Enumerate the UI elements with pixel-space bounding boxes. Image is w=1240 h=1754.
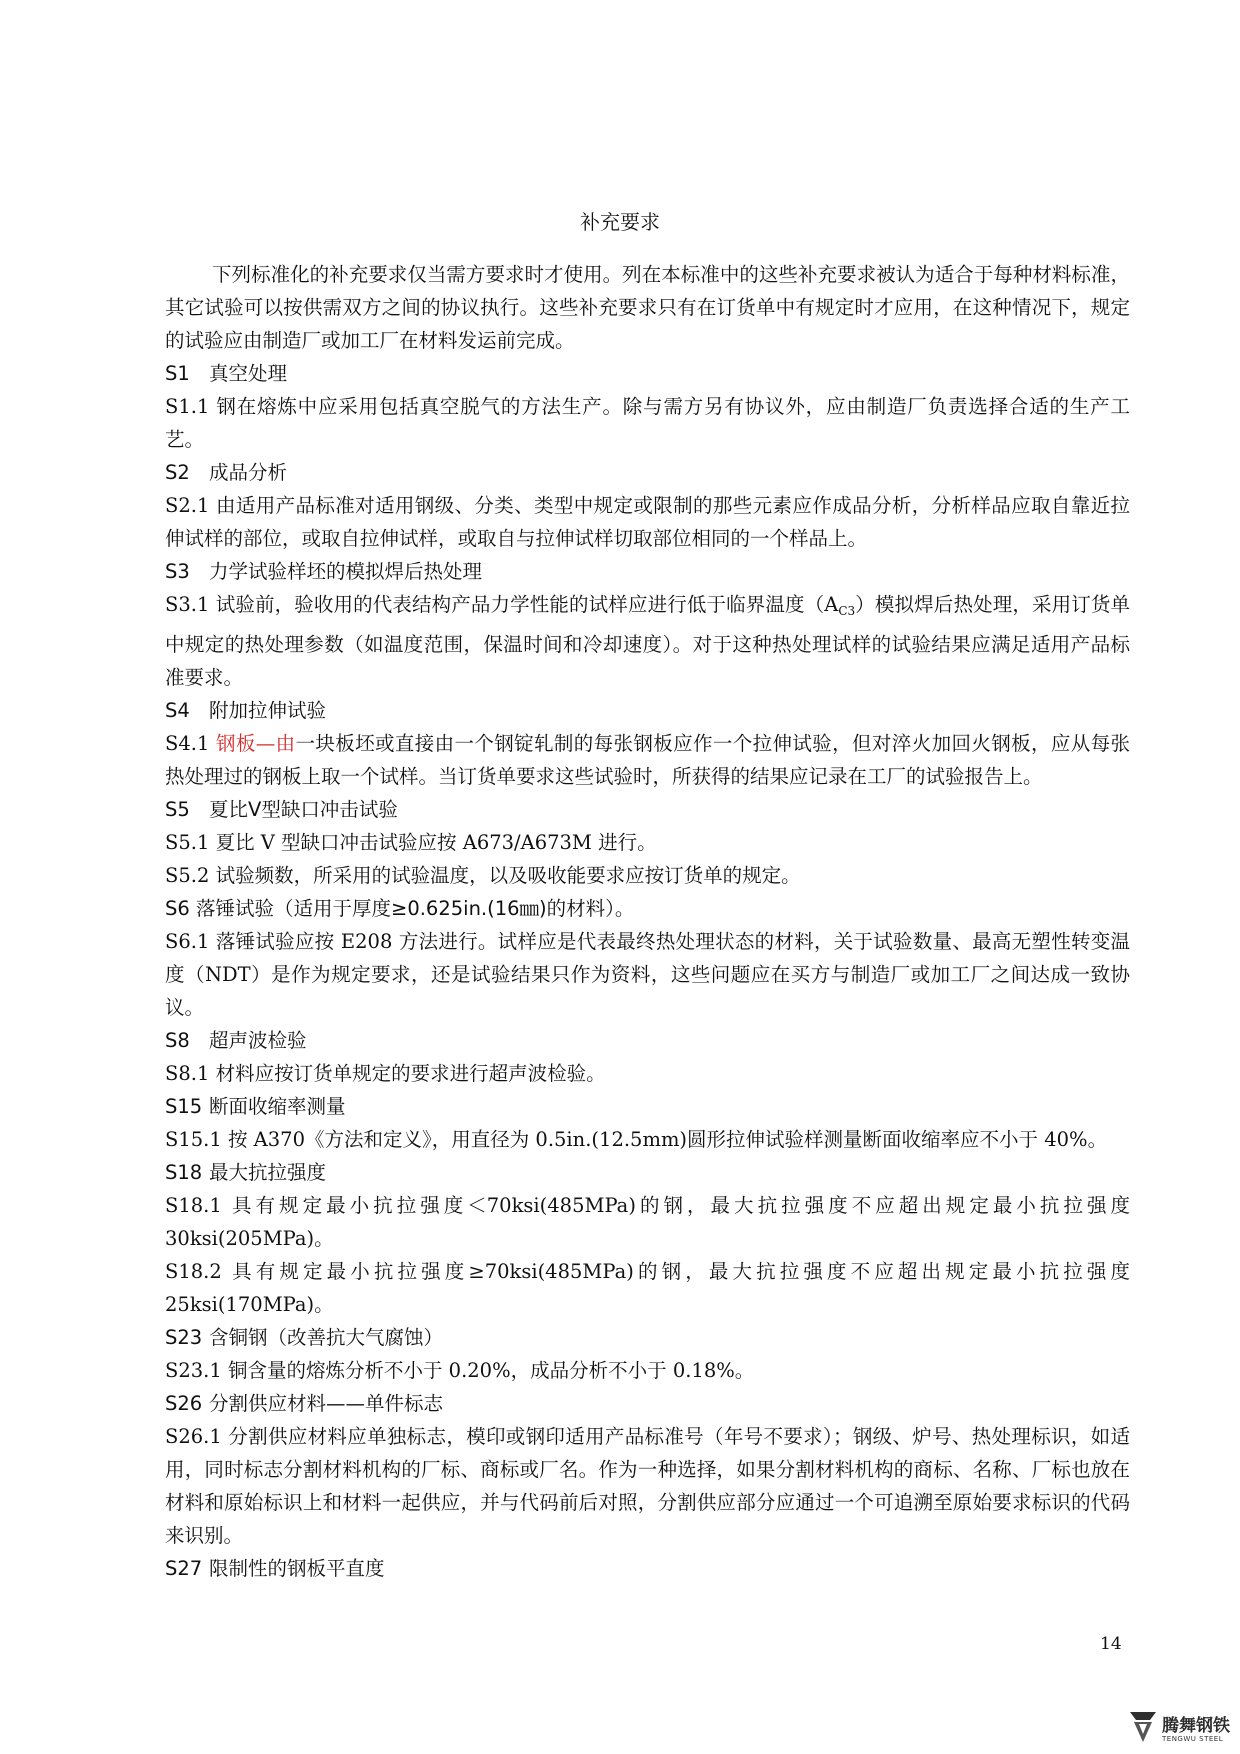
paragraph-s3-1 [165,588,1130,694]
section-number: S15 [165,1095,203,1118]
section-number: S27 [165,1557,203,1580]
page-number: 14 [1100,1634,1122,1654]
section-title: 最大抗拉强度 [209,1161,327,1184]
paragraph-text: 一块板坯或直接由一个钢锭轧制的每张钢板应作一个拉伸试验，但对淬火加回火钢板，应从每张热处理过的钢板上取一个试样。当订货单要求这些试验时，所获得的结果应记录在工厂的试验报告上。 [165,732,1130,788]
paragraph-s18-2: S18.2 具有规定最小抗拉强度≥70ksi(485MPa)的钢，最大抗拉强度不应超出规定最小抗拉强度 25ksi(170MPa)。 [165,1260,1130,1316]
section-heading-s1 [165,357,1130,390]
paragraph-s4-1 [165,727,1130,793]
section-title: 附加拉伸试验 [209,699,327,722]
paragraph-s1-1: S1.1 钢在熔炼中应采用包括真空脱气的方法生产。除与需方另有协议外，应由制造厂负责选择合适的生产工艺。 [165,395,1130,451]
section-number: S5 [165,798,190,821]
section-title: 断面收缩率测量 [209,1095,346,1118]
section-number: S18 [165,1161,203,1184]
company-logo [1128,1704,1238,1750]
logo-mark-icon [1128,1708,1158,1744]
paragraph-text: S3.1 试验前，验收用的代表结构产品力学性能的试样应进行低于临界温度（A [165,593,839,616]
section-heading-s23 [165,1321,1130,1354]
paragraph-s5-1: S5.1 夏比 V 型缺口冲击试验应按 A673/A673M 进行。 [165,831,657,854]
paragraph-s2-1: S2.1 由适用产品标准对适用钢级、分类、类型中规定或限制的那些元素应作成品分析，分析样品应取自靠近拉伸试样的部位，或取自拉伸试样，或取自与拉伸试样切取部位相同的一个样品上。 [165,494,1130,550]
section-title: 成品分析 [209,461,288,484]
section-number: S23 [165,1326,203,1349]
section-title: 分割供应材料——单件标志 [209,1392,444,1415]
logo-english-name: TENGWU STEEL [1162,1735,1224,1743]
logo-chinese-name: 腾舞钢铁 [1162,1716,1230,1736]
highlighted-text: 钢板—由 [215,732,296,755]
section-number: S3 [165,560,190,583]
paragraph-s15-1: S15.1 按 A370《方法和定义》，用直径为 0.5in.(12.5mm)圆形拉伸试验样测量断面收缩率应不小于 40%。 [165,1128,1108,1151]
section-heading-s26 [165,1387,1130,1420]
subscript: C3 [838,604,856,618]
section-title: 超声波检验 [209,1029,307,1052]
section-heading-s2 [165,456,1130,489]
paragraph-text: ）模拟焊后热处理，采用订货单中规定的热处理参数（如温度范围，保温时间和冷却速度）。对于这种热处理试样的试验结果应满足适用产品标准要求。 [165,593,1130,689]
section-number: S2 [165,461,190,484]
section-heading-s5 [165,793,1130,826]
section-heading-s27 [165,1552,1130,1585]
section-number: S8 [165,1029,190,1052]
section-number: S1 [165,362,190,385]
page-title: 补充要求 [580,210,660,234]
section-number: S4 [165,699,190,722]
section-title: 力学试验样坯的模拟焊后热处理 [209,560,483,583]
paragraph-number: S4.1 [165,732,216,755]
paragraph-s18-1: S18.1 具有规定最小抗拉强度＜70ksi(485MPa)的钢，最大抗拉强度不应超出规定最小抗拉强度 30ksi(205MPa)。 [165,1194,1130,1250]
paragraph-s26-1: S26.1 分割供应材料应单独标志，模印或钢印适用产品标准号（年号不要求）；钢级、炉号、热处理标识，如适用，同时标志分割材料机构的厂标、商标或厂名。作为一种选择，如果分割材料机构的商标、名称、厂标也放在材料和原始标识上和材料一起供应，并与代码前后对照，分割供应部分应通过一个可追溯至原始要求标识的代码来识别。 [165,1425,1130,1547]
paragraph-s6-1: S6.1 落锤试验应按 E208 方法进行。试样应是代表最终热处理状态的材料，关于试验数量、最高无塑性转变温度（NDT）是作为规定要求，还是试验结果只作为资料，这些问题应在买方与制造厂或加工厂之间达成一致协议。 [165,930,1130,1019]
paragraph-s23-1: S23.1 铜含量的熔炼分析不小于 0.20%，成品分析不小于 0.18%。 [165,1359,755,1382]
section-heading-s4 [165,694,1130,727]
section-heading-s18 [165,1156,1130,1189]
section-heading-s8 [165,1024,1130,1057]
section-heading-s3 [165,555,1130,588]
intro-paragraph: 下列标准化的补充要求仅当需方要求时才使用。列在本标准中的这些补充要求被认为适合于每种材料标准，其它试验可以按供需双方之间的协议执行。这些补充要求只有在订货单中有规定时才应用，在这种情况下，规定的试验应由制造厂或加工厂在材料发运前完成。 [165,263,1130,352]
section-heading-s15 [165,1090,1130,1123]
section-title: 限制性的钢板平直度 [209,1557,385,1580]
paragraph-s5-2: S5.2 试验频数，所采用的试验温度，以及吸收能要求应按订货单的规定。 [165,864,801,887]
section-number: S26 [165,1392,203,1415]
paragraph-s8-1: S8.1 材料应按订货单规定的要求进行超声波检验。 [165,1062,606,1085]
section-title: 含铜钢（改善抗大气腐蚀） [209,1326,444,1349]
section-title: 夏比V型缺口冲击试验 [209,798,398,821]
document-body [165,258,1130,1585]
section-heading-s6: S6 落锤试验（适用于厚度≥0.625in.(16㎜)的材料）。 [165,897,635,920]
section-title: 真空处理 [209,362,288,385]
